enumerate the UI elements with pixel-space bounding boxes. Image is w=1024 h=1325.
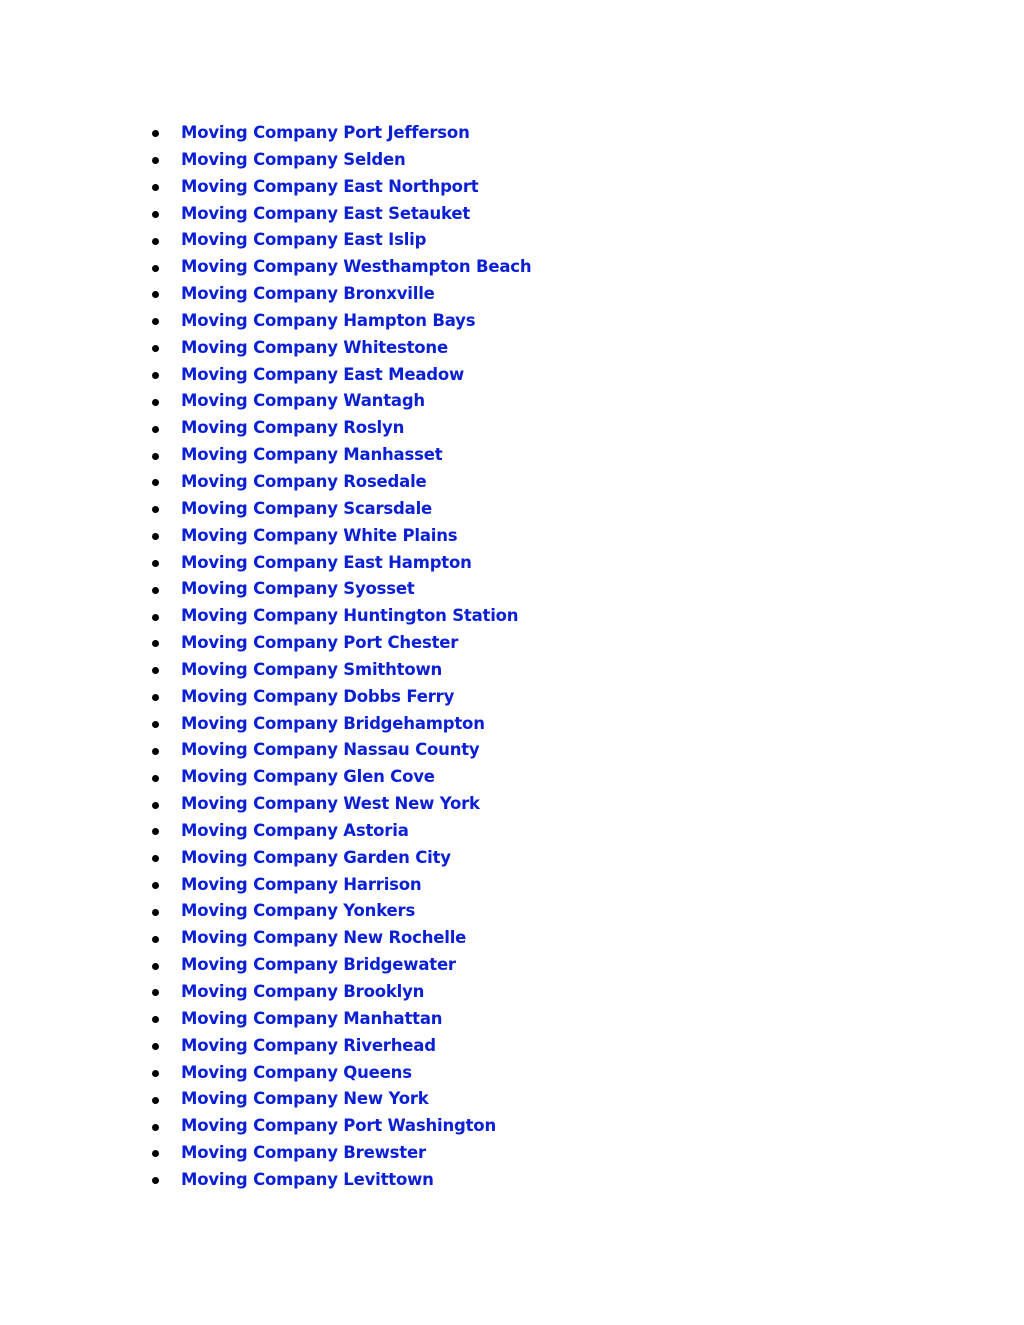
bullet-icon xyxy=(152,560,159,567)
link-west-new-york[interactable]: Moving Company West New York xyxy=(181,794,480,814)
list-item xyxy=(150,550,850,577)
bullet-icon xyxy=(152,211,159,218)
bullet-icon xyxy=(152,963,159,970)
list-item xyxy=(150,227,850,254)
bullet-icon xyxy=(152,426,159,433)
bullet-icon xyxy=(152,265,159,272)
bullet-icon xyxy=(152,318,159,325)
bullet-icon xyxy=(152,506,159,513)
bullet-icon xyxy=(152,453,159,460)
link-whitestone[interactable]: Moving Company Whitestone xyxy=(181,337,448,357)
bullet-icon xyxy=(152,1150,159,1157)
list-item xyxy=(150,737,850,764)
bullet-icon xyxy=(152,291,159,298)
bullet-icon xyxy=(152,614,159,621)
bullet-icon xyxy=(152,694,159,701)
list-item xyxy=(150,576,850,603)
link-rosedale[interactable]: Moving Company Rosedale xyxy=(181,471,427,491)
link-port-chester[interactable]: Moving Company Port Chester xyxy=(181,633,459,653)
link-nassau-county[interactable]: Moving Company Nassau County xyxy=(181,740,480,760)
link-new-rochelle[interactable]: Moving Company New Rochelle xyxy=(181,928,467,948)
list-item xyxy=(150,1060,850,1087)
link-huntington-station[interactable]: Moving Company Huntington Station xyxy=(181,606,519,626)
list-item xyxy=(150,791,850,818)
bullet-icon xyxy=(152,1097,159,1104)
list-item xyxy=(150,415,850,442)
bullet-icon xyxy=(152,1070,159,1077)
list-item xyxy=(150,1086,850,1113)
link-brooklyn[interactable]: Moving Company Brooklyn xyxy=(181,982,425,1001)
list-item xyxy=(150,818,850,845)
list-item xyxy=(150,1006,850,1033)
list-item xyxy=(150,281,850,308)
list-item xyxy=(150,872,850,899)
bullet-icon xyxy=(152,828,159,835)
list-item xyxy=(150,603,850,630)
link-east-hampton[interactable]: Moving Company East Hampton xyxy=(181,552,472,572)
link-garden-city[interactable]: Moving Company Garden City xyxy=(181,847,451,867)
bullet-icon xyxy=(152,130,159,137)
list-item xyxy=(150,845,850,872)
list-item xyxy=(150,1167,850,1194)
bullet-icon xyxy=(152,238,159,245)
bullet-icon xyxy=(152,775,159,782)
list-item xyxy=(150,1113,850,1140)
list-item xyxy=(150,684,850,711)
bullet-icon xyxy=(152,855,159,862)
list-item xyxy=(150,362,850,389)
list-item xyxy=(150,442,850,469)
link-port-washington[interactable]: Moving Company Port Washington xyxy=(181,1116,496,1136)
bullet-icon xyxy=(152,1016,159,1023)
link-hampton-bays[interactable]: Moving Company Hampton Bays xyxy=(181,310,476,330)
link-east-islip[interactable]: Moving Company East Islip xyxy=(181,230,427,250)
link-scarsdale[interactable]: Moving Company Scarsdale xyxy=(181,498,433,518)
link-east-setauket[interactable]: Moving Company East Setauket xyxy=(181,203,471,223)
list-item xyxy=(150,764,850,791)
link-roslyn[interactable]: Moving Company Roslyn xyxy=(181,418,405,438)
link-westhampton-beach[interactable]: Moving Company Westhampton Beach xyxy=(181,257,532,277)
bullet-icon xyxy=(152,1043,159,1050)
list-item xyxy=(150,120,850,147)
list-item xyxy=(150,335,850,362)
link-syosset[interactable]: Moving Company Syosset xyxy=(181,579,415,599)
bullet-icon xyxy=(152,479,159,486)
list-item xyxy=(150,1033,850,1060)
list-item xyxy=(150,979,850,1006)
moving-company-link-list xyxy=(150,120,850,1194)
link-wantagh[interactable]: Moving Company Wantagh xyxy=(181,391,425,411)
link-new-york[interactable]: Moving Company New York xyxy=(181,1089,429,1109)
bullet-icon xyxy=(152,1177,159,1184)
list-item xyxy=(150,952,850,979)
bullet-icon xyxy=(152,802,159,809)
link-astoria[interactable]: Moving Company Astoria xyxy=(181,820,409,840)
link-dobbs-ferry[interactable]: Moving Company Dobbs Ferry xyxy=(181,686,455,706)
link-queens[interactable]: Moving Company Queens xyxy=(181,1062,412,1082)
list-item xyxy=(150,630,850,657)
link-bridgehampton[interactable]: Moving Company Bridgehampton xyxy=(181,713,485,733)
link-smithtown[interactable]: Moving Company Smithtown xyxy=(181,659,443,679)
bullet-icon xyxy=(152,184,159,191)
bullet-icon xyxy=(152,936,159,943)
link-bridgewater[interactable]: Moving Company Bridgewater xyxy=(181,955,456,975)
link-east-meadow[interactable]: Moving Company East Meadow xyxy=(181,364,465,384)
link-port-jefferson[interactable]: Moving Company Port Jefferson xyxy=(181,123,470,142)
bullet-icon xyxy=(152,587,159,594)
bullet-icon xyxy=(152,372,159,379)
link-manhattan[interactable]: Moving Company Manhattan xyxy=(181,1008,443,1028)
list-item xyxy=(150,657,850,684)
list-item xyxy=(150,925,850,952)
link-yonkers[interactable]: Moving Company Yonkers xyxy=(181,901,416,921)
link-manhasset[interactable]: Moving Company Manhasset xyxy=(181,445,443,465)
link-selden[interactable]: Moving Company Selden xyxy=(181,149,406,169)
link-glen-cove[interactable]: Moving Company Glen Cove xyxy=(181,767,435,787)
bullet-icon xyxy=(152,882,159,889)
list-item xyxy=(150,201,850,228)
list-item xyxy=(150,711,850,738)
list-item xyxy=(150,898,850,925)
link-riverhead[interactable]: Moving Company Riverhead xyxy=(181,1035,436,1055)
bullet-icon xyxy=(152,667,159,674)
link-bronxville[interactable]: Moving Company Bronxville xyxy=(181,284,435,304)
list-item xyxy=(150,308,850,335)
bullet-icon xyxy=(152,345,159,352)
bullet-icon xyxy=(152,1124,159,1131)
bullet-icon xyxy=(152,909,159,916)
bullet-icon xyxy=(152,533,159,540)
list-item xyxy=(150,496,850,523)
link-harrison[interactable]: Moving Company Harrison xyxy=(181,874,422,894)
list-item xyxy=(150,523,850,550)
bullet-icon xyxy=(152,640,159,647)
list-item xyxy=(150,469,850,496)
list-item xyxy=(150,1140,850,1167)
bullet-icon xyxy=(152,721,159,728)
link-east-northport[interactable]: Moving Company East Northport xyxy=(181,176,479,196)
list-item xyxy=(150,174,850,201)
link-levittown[interactable]: Moving Company Levittown xyxy=(181,1169,434,1189)
bullet-icon xyxy=(152,989,159,996)
bullet-icon xyxy=(152,399,159,406)
bullet-icon xyxy=(152,157,159,164)
list-item xyxy=(150,254,850,281)
link-white-plains[interactable]: Moving Company White Plains xyxy=(181,525,458,545)
list-item xyxy=(150,388,850,415)
bullet-icon xyxy=(152,748,159,755)
list-item xyxy=(150,147,850,174)
link-brewster[interactable]: Moving Company Brewster xyxy=(181,1143,426,1163)
